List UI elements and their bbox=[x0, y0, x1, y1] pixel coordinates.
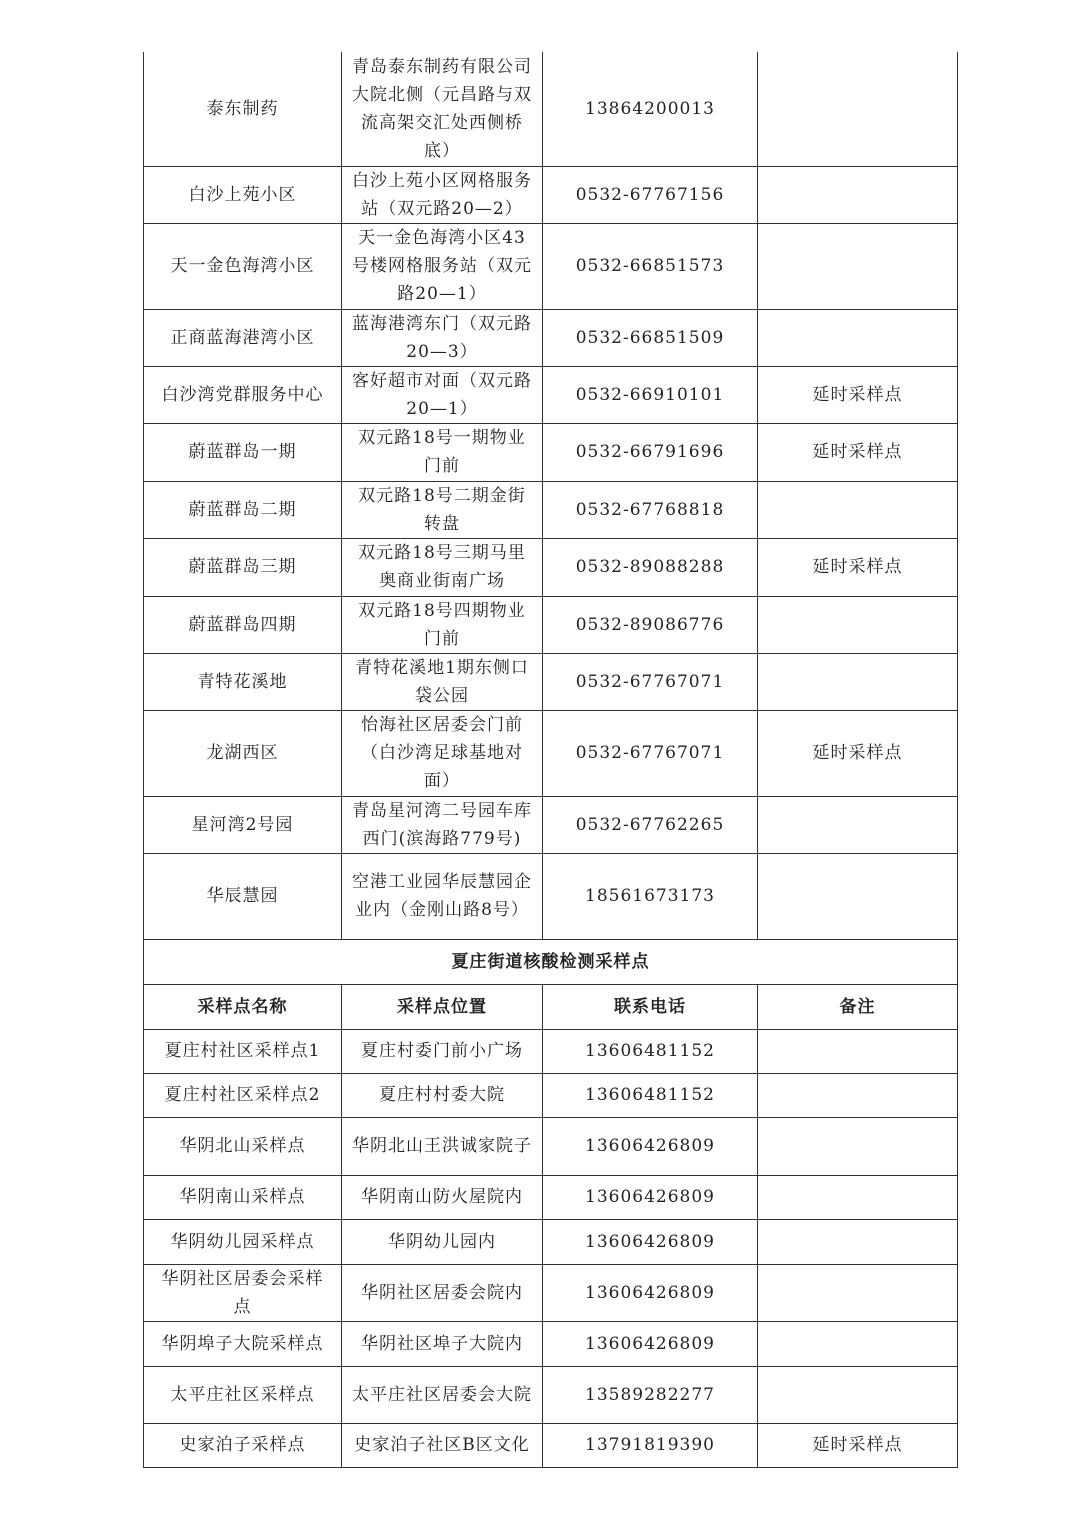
cell-name: 白沙湾党群服务中心 bbox=[144, 366, 342, 423]
table-row bbox=[144, 1366, 958, 1423]
cell-phone: 0532-89088288 bbox=[543, 538, 758, 596]
cell-name: 蔚蓝群岛一期 bbox=[144, 423, 342, 481]
cell-phone: 13606426809 bbox=[543, 1264, 758, 1321]
cell-location: 华阴幼儿园内 bbox=[342, 1219, 543, 1264]
cell-phone: 13606481152 bbox=[543, 1029, 758, 1073]
cell-note bbox=[758, 1029, 958, 1073]
header-phone: 联系电话 bbox=[543, 984, 758, 1029]
cell-name: 华辰慧园 bbox=[144, 853, 342, 939]
cell-phone: 0532-67762265 bbox=[543, 796, 758, 853]
cell-phone: 0532-66851573 bbox=[543, 223, 758, 309]
table-row bbox=[144, 853, 958, 939]
cell-location: 客好超市对面（双元路20—1） bbox=[342, 366, 543, 423]
cell-name: 白沙上苑小区 bbox=[144, 166, 342, 223]
cell-phone: 0532-66851509 bbox=[543, 309, 758, 366]
cell-phone: 13606426809 bbox=[543, 1219, 758, 1264]
cell-name: 星河湾2号园 bbox=[144, 796, 342, 853]
section-title-row bbox=[144, 939, 958, 984]
cell-phone: 18561673173 bbox=[543, 853, 758, 939]
cell-name: 青特花溪地 bbox=[144, 653, 342, 710]
cell-note bbox=[758, 1264, 958, 1321]
cell-note bbox=[758, 1117, 958, 1175]
table-row bbox=[144, 366, 958, 423]
cell-location: 史家泊子社区B区文化 bbox=[342, 1423, 543, 1467]
cell-phone: 0532-66791696 bbox=[543, 423, 758, 481]
table-row bbox=[144, 52, 958, 166]
cell-name: 华阴埠子大院采样点 bbox=[144, 1321, 342, 1366]
cell-note bbox=[758, 796, 958, 853]
cell-note bbox=[758, 309, 958, 366]
cell-note bbox=[758, 166, 958, 223]
table-row bbox=[144, 1264, 958, 1321]
cell-phone: 0532-67767071 bbox=[543, 710, 758, 796]
cell-note bbox=[758, 853, 958, 939]
table-row bbox=[144, 1029, 958, 1073]
table-row bbox=[144, 1423, 958, 1467]
table-row bbox=[144, 538, 958, 596]
cell-name: 华阴北山采样点 bbox=[144, 1117, 342, 1175]
cell-note bbox=[758, 481, 958, 538]
cell-phone: 0532-89086776 bbox=[543, 596, 758, 653]
cell-phone: 0532-67767156 bbox=[543, 166, 758, 223]
table-row bbox=[144, 166, 958, 223]
cell-name: 蔚蓝群岛三期 bbox=[144, 538, 342, 596]
cell-name: 太平庄社区采样点 bbox=[144, 1366, 342, 1423]
cell-location: 天一金色海湾小区43号楼网格服务站（双元路20—1） bbox=[342, 223, 543, 309]
cell-note bbox=[758, 223, 958, 309]
cell-name: 史家泊子采样点 bbox=[144, 1423, 342, 1467]
cell-name: 天一金色海湾小区 bbox=[144, 223, 342, 309]
cell-phone: 0532-66910101 bbox=[543, 366, 758, 423]
cell-note bbox=[758, 596, 958, 653]
cell-name: 夏庄村社区采样点1 bbox=[144, 1029, 342, 1073]
cell-note: 延时采样点 bbox=[758, 366, 958, 423]
cell-location: 青岛泰东制药有限公司大院北侧（元昌路与双流高架交汇处西侧桥底） bbox=[342, 52, 543, 166]
cell-location: 夏庄村村委大院 bbox=[342, 1073, 543, 1117]
cell-phone: 13606481152 bbox=[543, 1073, 758, 1117]
cell-note bbox=[758, 1366, 958, 1423]
table-row bbox=[144, 653, 958, 710]
cell-note bbox=[758, 1321, 958, 1366]
cell-note: 延时采样点 bbox=[758, 423, 958, 481]
section-block bbox=[144, 939, 958, 1029]
cell-note bbox=[758, 1175, 958, 1219]
cell-name: 华阴南山采样点 bbox=[144, 1175, 342, 1219]
cell-location: 双元路18号二期金街转盘 bbox=[342, 481, 543, 538]
cell-location: 怡海社区居委会门前（白沙湾足球基地对面） bbox=[342, 710, 543, 796]
table-row bbox=[144, 309, 958, 366]
table-row bbox=[144, 596, 958, 653]
cell-location: 双元路18号四期物业门前 bbox=[342, 596, 543, 653]
table-row bbox=[144, 481, 958, 538]
cell-location: 夏庄村委门前小广场 bbox=[342, 1029, 543, 1073]
cell-location: 蓝海港湾东门（双元路20—3） bbox=[342, 309, 543, 366]
cell-note: 延时采样点 bbox=[758, 538, 958, 596]
cell-phone: 0532-67767071 bbox=[543, 653, 758, 710]
cell-name: 夏庄村社区采样点2 bbox=[144, 1073, 342, 1117]
cell-phone: 13606426809 bbox=[543, 1175, 758, 1219]
table-row bbox=[144, 710, 958, 796]
cell-name: 华阴幼儿园采样点 bbox=[144, 1219, 342, 1264]
cell-phone: 13791819390 bbox=[543, 1423, 758, 1467]
header-name: 采样点名称 bbox=[144, 984, 342, 1029]
lower-table-body bbox=[144, 1029, 958, 1467]
cell-location: 双元路18号一期物业门前 bbox=[342, 423, 543, 481]
cell-note bbox=[758, 52, 958, 166]
cell-phone: 0532-67768818 bbox=[543, 481, 758, 538]
header-location: 采样点位置 bbox=[342, 984, 543, 1029]
sampling-sites-table bbox=[143, 52, 958, 1468]
cell-name: 泰东制药 bbox=[144, 52, 342, 166]
cell-location: 白沙上苑小区网格服务站（双元路20—2） bbox=[342, 166, 543, 223]
cell-location: 华阴南山防火屋院内 bbox=[342, 1175, 543, 1219]
cell-location: 双元路18号三期马里奥商业街南广场 bbox=[342, 538, 543, 596]
table-row bbox=[144, 1219, 958, 1264]
cell-note bbox=[758, 1073, 958, 1117]
header-note: 备注 bbox=[758, 984, 958, 1029]
table-row bbox=[144, 796, 958, 853]
table-row bbox=[144, 1117, 958, 1175]
cell-name: 蔚蓝群岛二期 bbox=[144, 481, 342, 538]
cell-phone: 13606426809 bbox=[543, 1117, 758, 1175]
cell-note: 延时采样点 bbox=[758, 1423, 958, 1467]
cell-location: 青特花溪地1期东侧口袋公园 bbox=[342, 653, 543, 710]
cell-note bbox=[758, 653, 958, 710]
table-row bbox=[144, 1175, 958, 1219]
cell-phone: 13589282277 bbox=[543, 1366, 758, 1423]
cell-location: 华阴社区埠子大院内 bbox=[342, 1321, 543, 1366]
upper-table-body bbox=[144, 52, 958, 939]
cell-location: 太平庄社区居委会大院 bbox=[342, 1366, 543, 1423]
cell-note bbox=[758, 1219, 958, 1264]
cell-name: 龙湖西区 bbox=[144, 710, 342, 796]
cell-phone: 13606426809 bbox=[543, 1321, 758, 1366]
cell-location: 青岛星河湾二号园车库西门(滨海路779号) bbox=[342, 796, 543, 853]
table-row bbox=[144, 1321, 958, 1366]
section-title: 夏庄街道核酸检测采样点 bbox=[144, 939, 958, 984]
cell-location: 华阴北山王洪诚家院子 bbox=[342, 1117, 543, 1175]
cell-location: 华阴社区居委会院内 bbox=[342, 1264, 543, 1321]
cell-phone: 13864200013 bbox=[543, 52, 758, 166]
cell-name: 华阴社区居委会采样点 bbox=[144, 1264, 342, 1321]
cell-name: 蔚蓝群岛四期 bbox=[144, 596, 342, 653]
table-row bbox=[144, 423, 958, 481]
header-row bbox=[144, 984, 958, 1029]
table-row bbox=[144, 1073, 958, 1117]
cell-location: 空港工业园华辰慧园企业内（金刚山路8号） bbox=[342, 853, 543, 939]
cell-note: 延时采样点 bbox=[758, 710, 958, 796]
cell-name: 正商蓝海港湾小区 bbox=[144, 309, 342, 366]
table-row bbox=[144, 223, 958, 309]
